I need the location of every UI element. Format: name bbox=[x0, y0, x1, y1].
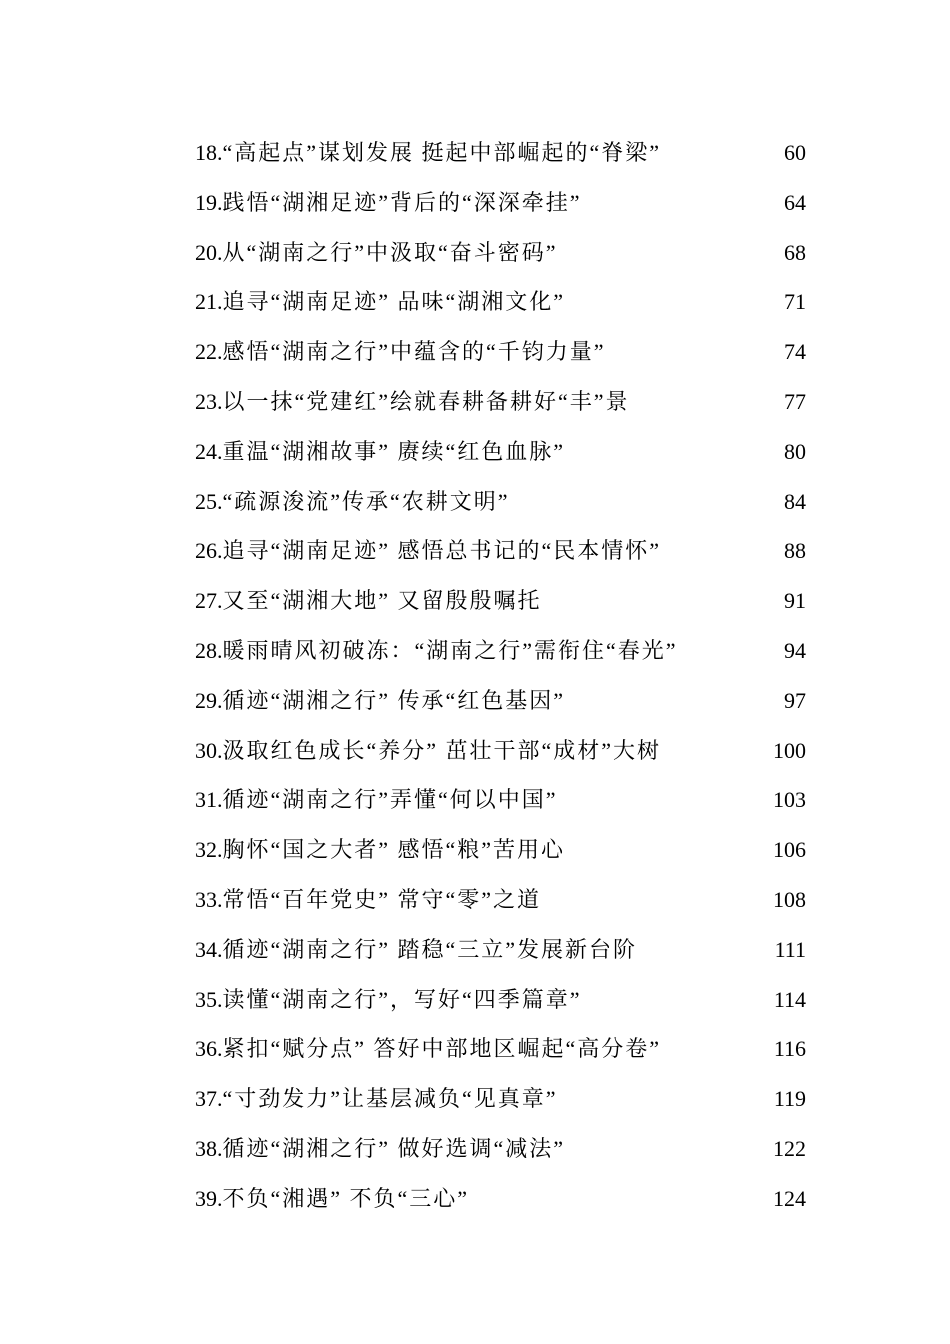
entry-page-number: 84 bbox=[784, 488, 806, 514]
entry-number: 35. bbox=[195, 986, 223, 1012]
entry-title: 追寻“湖南足迹” 品味“湖湘文化” bbox=[222, 289, 566, 315]
entry-page-number: 68 bbox=[784, 239, 806, 265]
entry-page-number: 74 bbox=[784, 339, 806, 365]
toc-entry[interactable] bbox=[195, 526, 806, 576]
entry-page-number: 108 bbox=[773, 886, 806, 912]
entry-title: 暖雨晴风初破冻：“湖南之行”需衔住“春光” bbox=[222, 637, 678, 663]
entry-number: 33. bbox=[195, 886, 223, 912]
entry-number: 22. bbox=[195, 339, 223, 365]
entry-page-number: 124 bbox=[773, 1185, 806, 1211]
toc-entry[interactable] bbox=[195, 1174, 806, 1224]
entry-title: 汲取红色成长“养分” 茁壮干部“成材”大树 bbox=[222, 737, 662, 763]
toc-entry[interactable] bbox=[195, 1124, 806, 1174]
entry-number: 30. bbox=[195, 737, 223, 763]
entry-title: 胸怀“国之大者” 感悟“粮”苦用心 bbox=[222, 837, 566, 863]
entry-page-number: 60 bbox=[784, 140, 806, 165]
entry-number: 39. bbox=[195, 1185, 223, 1211]
entry-page-number: 94 bbox=[784, 637, 806, 663]
entry-number: 29. bbox=[195, 687, 223, 713]
entry-page-number: 122 bbox=[773, 1135, 806, 1161]
entry-page-number: 71 bbox=[784, 289, 806, 315]
entry-page-number: 116 bbox=[773, 1036, 806, 1062]
toc-entry[interactable] bbox=[195, 825, 806, 875]
entry-number: 18. bbox=[195, 140, 223, 165]
entry-number: 36. bbox=[195, 1036, 223, 1062]
entry-number: 23. bbox=[195, 388, 223, 414]
toc-entry[interactable] bbox=[195, 277, 806, 327]
entry-title: 循迹“湖南之行” 踏稳“三立”发展新台阶 bbox=[222, 936, 638, 962]
entry-title: “寸劲发力”让基层减负“见真章” bbox=[222, 1086, 558, 1112]
entry-title: “高起点”谋划发展 挺起中部崛起的“脊梁” bbox=[222, 140, 662, 165]
entry-title: 循迹“湖南之行”弄懂“何以中国” bbox=[222, 787, 558, 813]
entry-title: 感悟“湖南之行”中蕴含的“千钧力量” bbox=[222, 339, 606, 365]
toc-entry[interactable] bbox=[195, 228, 806, 278]
entry-page-number: 64 bbox=[784, 189, 806, 215]
entry-number: 34. bbox=[195, 936, 223, 962]
entry-number: 38. bbox=[195, 1135, 223, 1161]
toc-entry[interactable] bbox=[195, 576, 806, 626]
entry-page-number: 111 bbox=[774, 936, 806, 962]
entry-title: 循迹“湖湘之行” 做好选调“减法” bbox=[222, 1135, 566, 1161]
entry-number: 20. bbox=[195, 239, 223, 265]
toc-entry[interactable] bbox=[195, 875, 806, 925]
toc-entry[interactable] bbox=[195, 726, 806, 776]
entry-number: 26. bbox=[195, 538, 223, 564]
toc-entry[interactable] bbox=[195, 178, 806, 228]
toc-entry[interactable] bbox=[195, 975, 806, 1025]
toc-entry[interactable] bbox=[195, 377, 806, 427]
entry-page-number: 106 bbox=[773, 837, 806, 863]
entry-title: 读懂“湖南之行”，写好“四季篇章” bbox=[222, 986, 582, 1012]
toc-entry[interactable] bbox=[195, 1024, 806, 1074]
toc-entry[interactable] bbox=[195, 128, 806, 178]
entry-page-number: 77 bbox=[784, 388, 806, 414]
toc-entry[interactable] bbox=[195, 427, 806, 477]
entry-number: 24. bbox=[195, 438, 223, 464]
entry-number: 19. bbox=[195, 189, 223, 215]
entry-title: 追寻“湖南足迹” 感悟总书记的“民本情怀” bbox=[222, 538, 662, 564]
table-of-contents bbox=[195, 128, 806, 1224]
toc-entry[interactable] bbox=[195, 775, 806, 825]
entry-title: 紧扣“赋分点” 答好中部地区崛起“高分卷” bbox=[222, 1036, 662, 1062]
entry-title: 践悟“湖湘足迹”背后的“深深牵挂” bbox=[222, 189, 582, 215]
entry-title: 重温“湖湘故事” 赓续“红色血脉” bbox=[222, 438, 566, 464]
entry-page-number: 119 bbox=[773, 1086, 806, 1112]
entry-page-number: 97 bbox=[784, 687, 806, 713]
entry-number: 25. bbox=[195, 488, 223, 514]
entry-title: 从“湖南之行”中汲取“奋斗密码” bbox=[222, 239, 558, 265]
toc-entry[interactable] bbox=[195, 626, 806, 676]
toc-entry[interactable] bbox=[195, 925, 806, 975]
entry-number: 27. bbox=[195, 588, 223, 614]
entry-number: 21. bbox=[195, 289, 223, 315]
entry-number: 32. bbox=[195, 837, 223, 863]
entry-number: 37. bbox=[195, 1086, 223, 1112]
toc-entry[interactable] bbox=[195, 477, 806, 527]
toc-entry[interactable] bbox=[195, 327, 806, 377]
entry-title: 又至“湖湘大地” 又留殷殷嘱托 bbox=[222, 588, 542, 614]
entry-title: “疏源浚流”传承“农耕文明” bbox=[222, 488, 510, 514]
toc-entry[interactable] bbox=[195, 1074, 806, 1124]
entry-number: 31. bbox=[195, 787, 223, 813]
entry-page-number: 100 bbox=[773, 737, 806, 763]
entry-page-number: 88 bbox=[784, 538, 806, 564]
entry-page-number: 114 bbox=[773, 986, 806, 1012]
toc-entry[interactable] bbox=[195, 676, 806, 726]
entry-page-number: 103 bbox=[773, 787, 806, 813]
entry-title: 常悟“百年党史” 常守“零”之道 bbox=[222, 886, 542, 912]
entry-title: 以一抹“党建红”绘就春耕备耕好“丰”景 bbox=[222, 388, 630, 414]
entry-page-number: 91 bbox=[784, 588, 806, 614]
entry-number: 28. bbox=[195, 637, 223, 663]
entry-page-number: 80 bbox=[784, 438, 806, 464]
entry-title: 循迹“湖湘之行” 传承“红色基因” bbox=[222, 687, 566, 713]
entry-title: 不负“湘遇” 不负“三心” bbox=[222, 1185, 470, 1211]
